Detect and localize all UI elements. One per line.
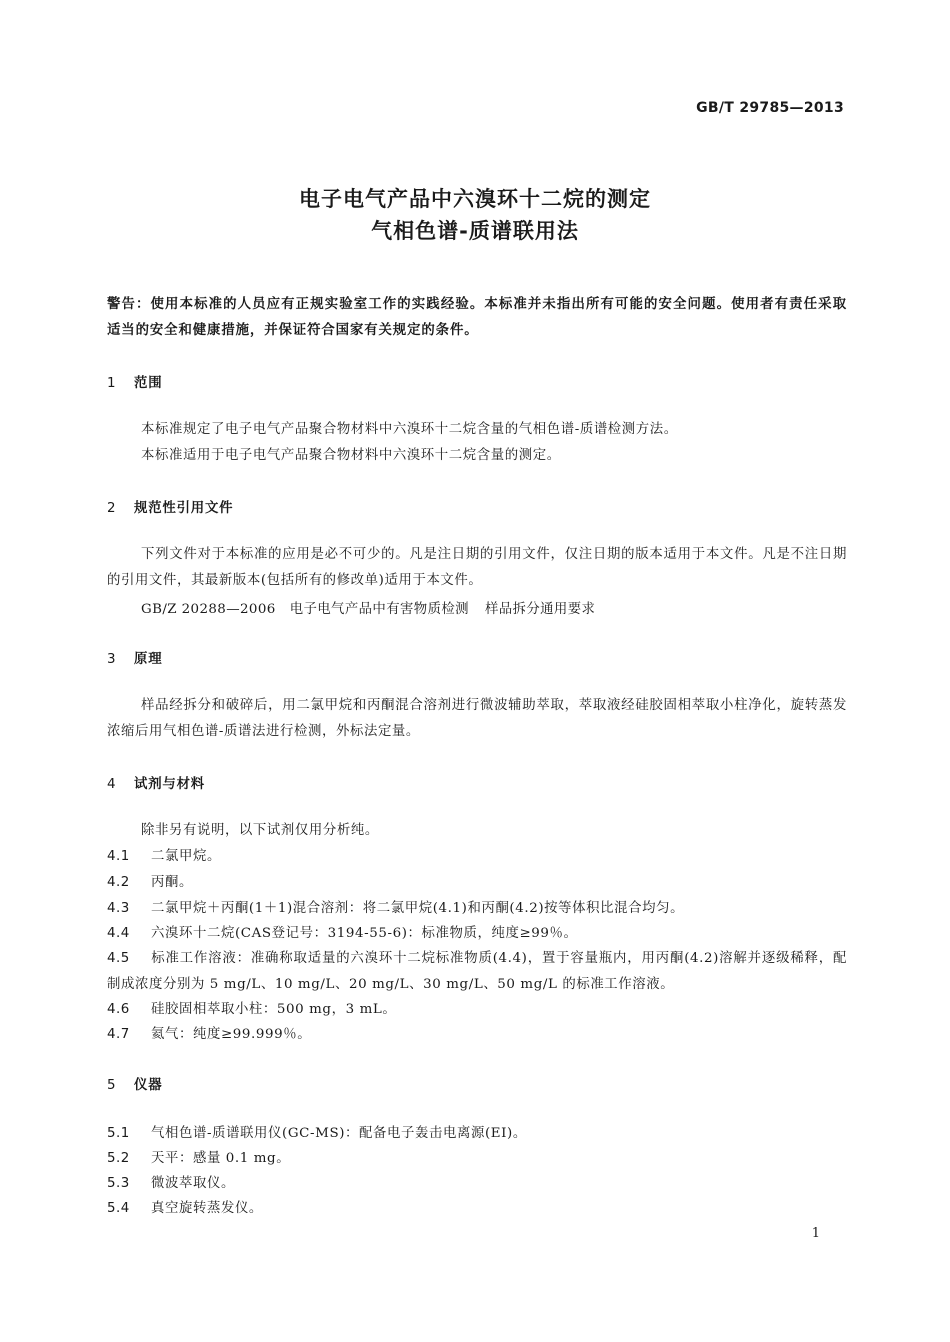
item-number: 4.5 — [107, 951, 130, 966]
item-number: 4.7 — [107, 1027, 130, 1042]
item-number: 4.3 — [107, 901, 130, 916]
list-item — [107, 1146, 847, 1172]
item-text: 六溴环十二烷(CAS登记号：3194-55-6)：标准物质，纯度≥99％。 — [151, 926, 578, 941]
paragraph: 本标准规定了电子电气产品聚合物材料中六溴环十二烷含量的气相色谱-质谱检测方法。 — [141, 422, 678, 437]
section-title: 原理 — [134, 652, 163, 667]
document-subtitle: 气相色谱-质谱联用法 — [371, 219, 579, 243]
paragraph: 除非另有说明，以下试剂仅用分析纯。 — [141, 823, 379, 838]
item-text: 丙酮。 — [151, 875, 193, 890]
section-title: 仪器 — [134, 1078, 163, 1093]
section-title: 规范性引用文件 — [134, 501, 234, 516]
section-number: 2 — [107, 501, 117, 516]
list-item — [107, 1121, 847, 1147]
item-text: 气相色谱-质谱联用仪(GC-MS)：配备电子轰击电离源(EI)。 — [151, 1126, 527, 1141]
reference-code: GB/Z 20288—2006 — [141, 602, 276, 617]
list-item — [107, 870, 847, 896]
list-item — [107, 946, 847, 998]
section-title: 试剂与材料 — [134, 777, 205, 792]
item-number: 5.3 — [107, 1176, 130, 1191]
reference-subtitle: 样品拆分通用要求 — [484, 602, 596, 617]
item-text: 二氯甲烷。 — [151, 849, 221, 864]
item-number: 5.4 — [107, 1201, 130, 1216]
standard-code: GB/T 29785—2013 — [696, 100, 844, 116]
paragraph: 下列文件对于本标准的应用是必不可少的。凡是注日期的引用文件，仅注日期的版本适用于本文件。凡是不注日期的引用文件，其最新版本(包括所有的修改单)适用于本文件。 — [107, 547, 847, 588]
section-number: 5 — [107, 1078, 117, 1093]
item-number: 4.2 — [107, 875, 130, 890]
item-text: 硅胶固相萃取小柱：500 mg，3 mL。 — [151, 1002, 397, 1017]
paragraph: 样品经拆分和破碎后，用二氯甲烷和丙酮混合溶剂进行微波辅助萃取，萃取液经硅胶固相萃取小柱净化，旋转蒸发浓缩后用气相色谱-质谱法进行检测，外标法定量。 — [107, 698, 847, 739]
item-number: 5.2 — [107, 1151, 130, 1166]
reference-title: 电子电气产品中有害物质检测 — [289, 602, 469, 617]
section-heading-principle — [107, 648, 162, 667]
item-text: 天平：感量 0.1 mg。 — [151, 1151, 291, 1166]
item-number: 4.1 — [107, 849, 130, 864]
list-item — [107, 896, 847, 922]
list-item — [107, 1171, 847, 1197]
list-item — [107, 1022, 847, 1048]
item-text: 标准工作溶液：准确称取适量的六溴环十二烷标准物质(4.4)，置于容量瓶内，用丙酮(4.2)溶解并逐级稀释，配制成浓度分别为 5 mg/L、10 mg/L、20 mg/L、30 mg/L、50 mg/L 的标准工作溶液。 — [107, 951, 847, 992]
page-number: 1 — [811, 1226, 820, 1241]
list-item — [107, 1196, 847, 1222]
item-number: 4.4 — [107, 926, 130, 941]
section-heading-normative-references — [107, 497, 233, 516]
document-title: 电子电气产品中六溴环十二烷的测定 — [299, 187, 651, 211]
section-heading-reagents — [107, 773, 205, 792]
warning-notice: 警告：使用本标准的人员应有正规实验室工作的实践经验。本标准并未指出所有可能的安全问题。使用者有责任采取适当的安全和健康措施，并保证符合国家有关规定的条件。 — [107, 297, 847, 338]
reference-entry — [141, 598, 595, 617]
paragraph: 本标准适用于电子电气产品聚合物材料中六溴环十二烷含量的测定。 — [141, 448, 561, 463]
item-text: 二氯甲烷＋丙酮(1＋1)混合溶剂：将二氯甲烷(4.1)和丙酮(4.2)按等体积比混合均匀。 — [151, 901, 685, 916]
item-number: 4.6 — [107, 1002, 130, 1017]
item-text: 氦气：纯度≥99.999％。 — [151, 1027, 312, 1042]
section-number: 3 — [107, 652, 117, 667]
item-text: 微波萃取仪。 — [151, 1176, 235, 1191]
section-title: 范围 — [134, 376, 163, 391]
list-item — [107, 844, 847, 870]
section-heading-apparatus — [107, 1074, 162, 1093]
section-number: 4 — [107, 777, 117, 792]
section-number: 1 — [107, 376, 117, 391]
list-item — [107, 997, 847, 1023]
list-item — [107, 921, 847, 947]
item-text: 真空旋转蒸发仪。 — [151, 1201, 263, 1216]
section-heading-scope — [107, 372, 162, 391]
item-number: 5.1 — [107, 1126, 130, 1141]
